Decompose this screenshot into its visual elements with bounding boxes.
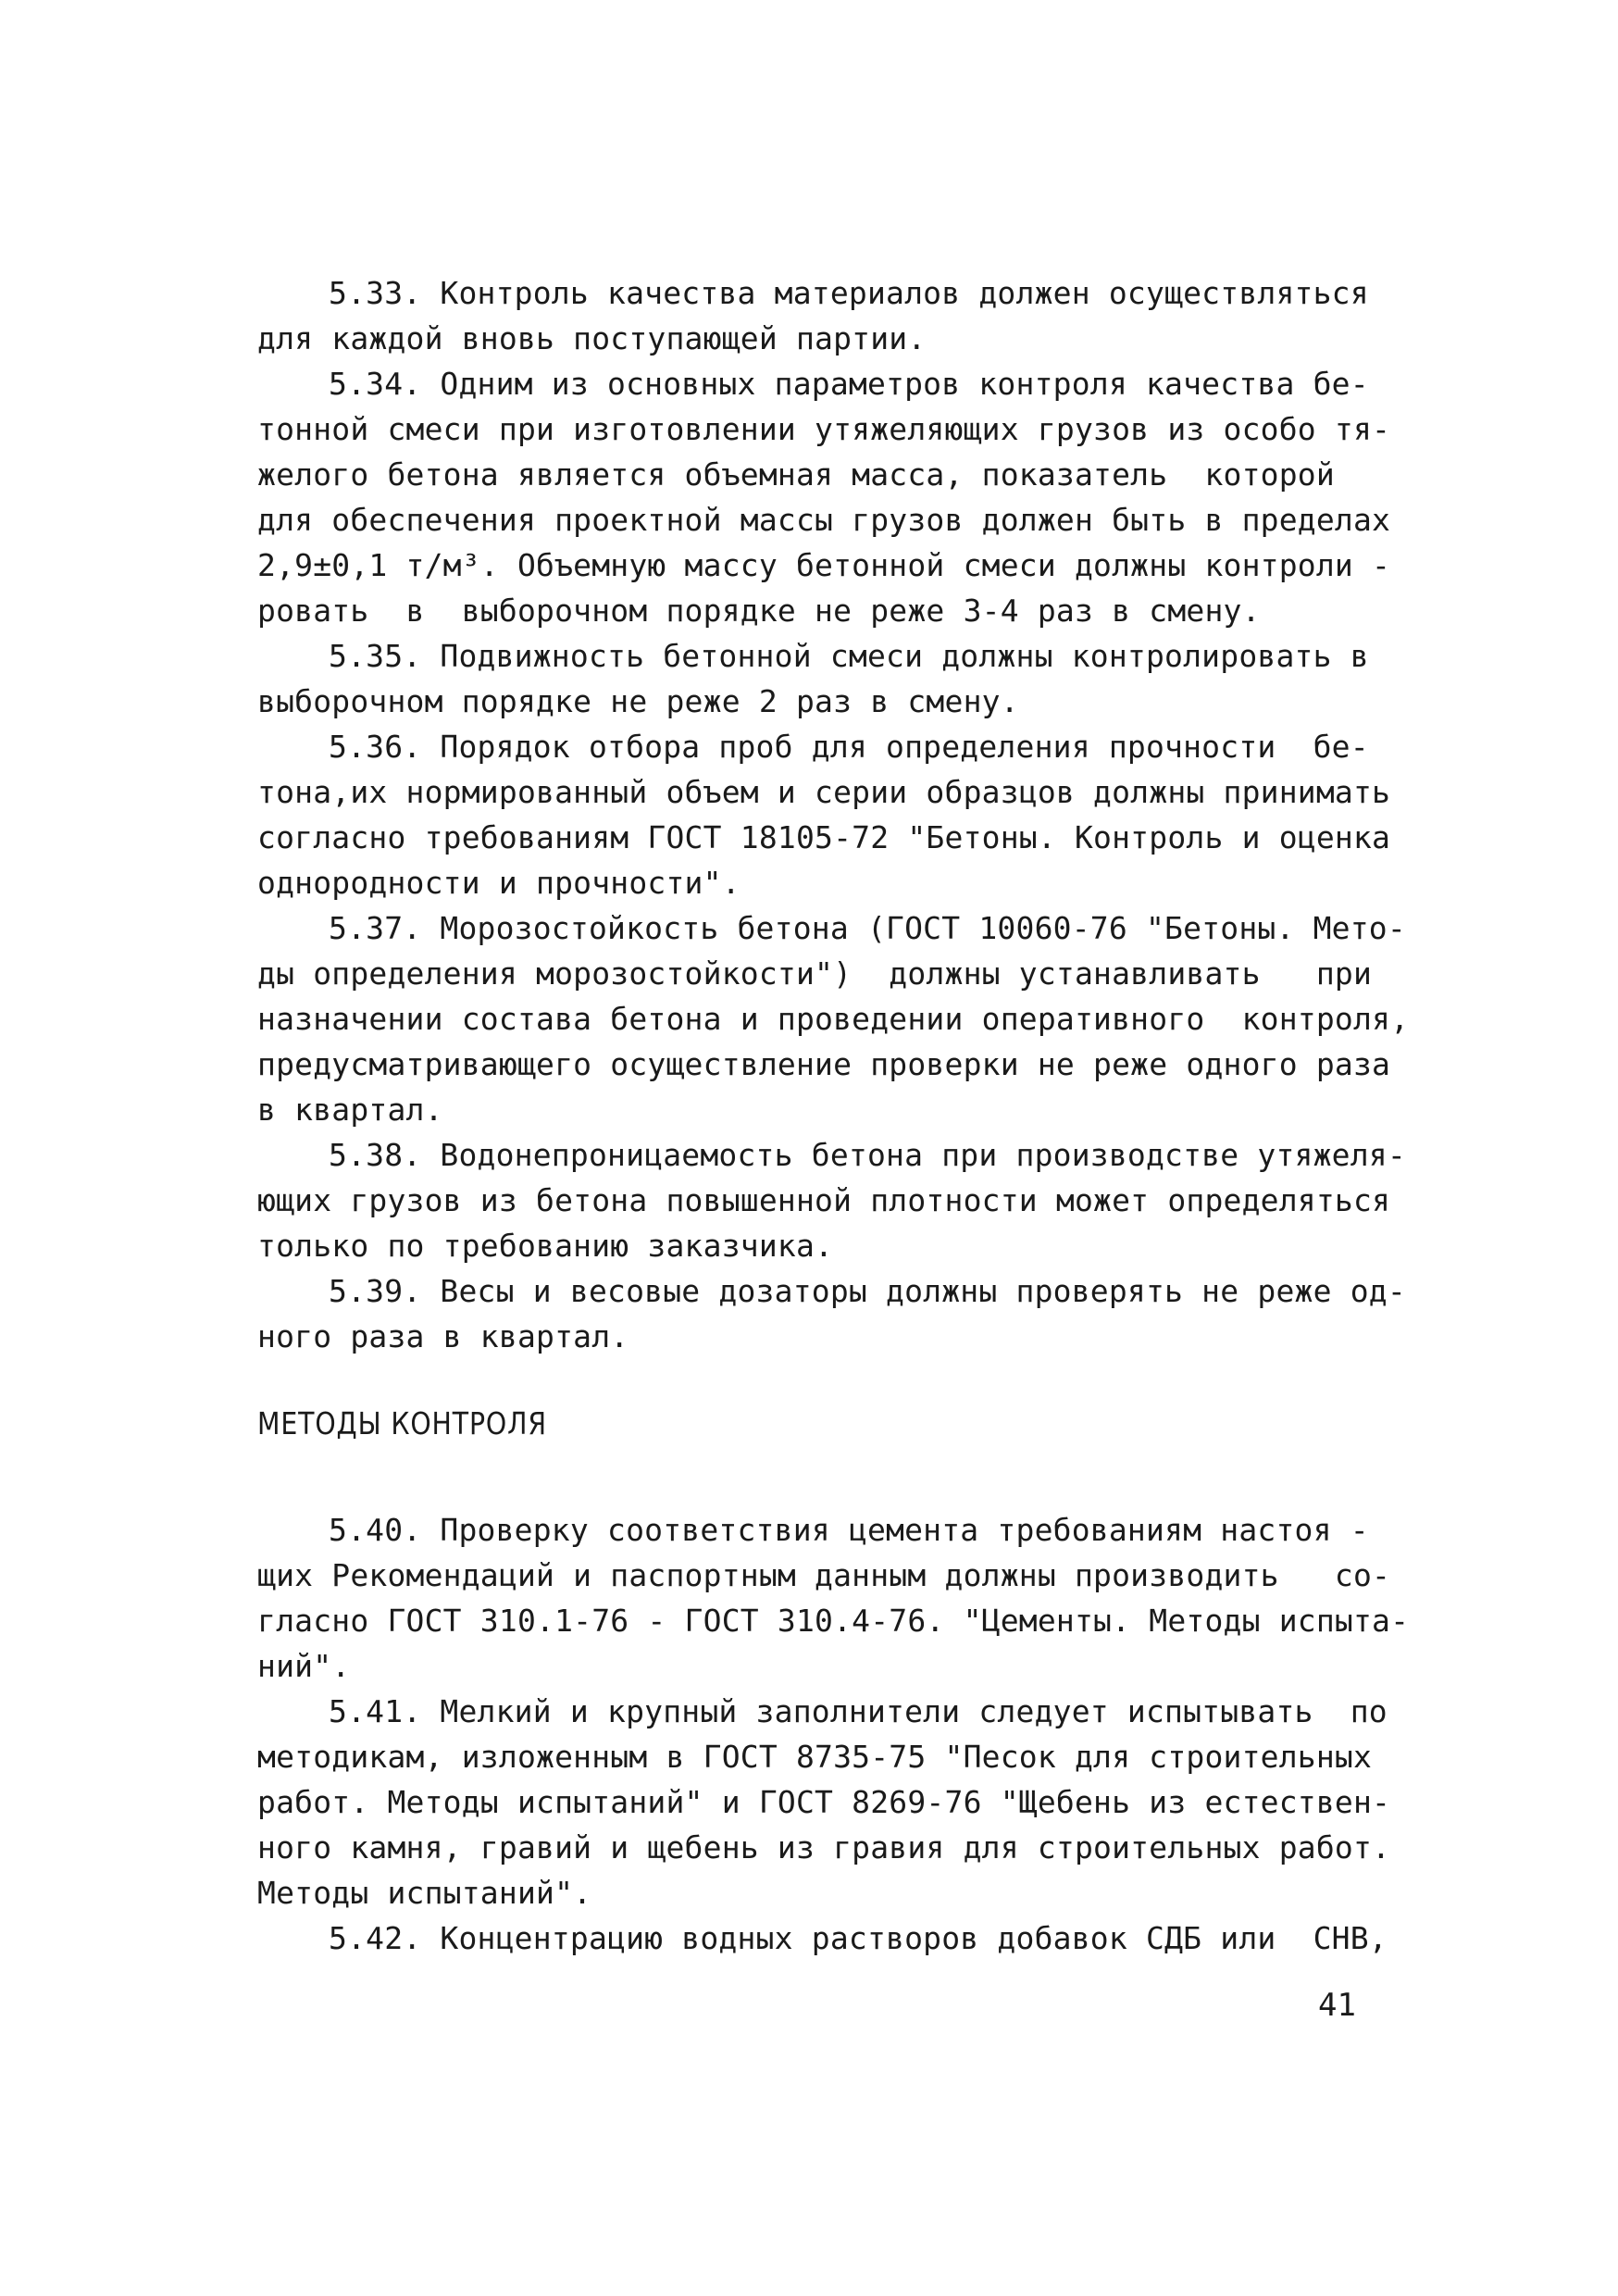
page-number: 41 — [1318, 1987, 1356, 2024]
text-line: Методы испытаний". — [257, 1875, 592, 1911]
text-line: 5.42. Концентрацию водных растворов добавок СДБ или СНВ, — [329, 1920, 1388, 1956]
text-line: 5.39. Весы и весовые дозаторы должны проверять не реже од- — [329, 1273, 1406, 1309]
text-line: ровать в выборочном порядке не реже 3-4 раз в смену. — [257, 593, 1261, 629]
text-line: 5.34. Одним из основных параметров контроля качества бе- — [329, 366, 1369, 402]
text-line: 5.37. Морозостойкость бетона (ГОСТ 10060-76 "Бетоны. Мето- — [329, 910, 1406, 946]
text-line: для обеспечения проектной массы грузов должен быть в пределах — [257, 502, 1391, 538]
text-line: 5.33. Контроль качества материалов должен осуществляться — [329, 275, 1369, 311]
text-line: 2,9±0,1 т/м³. Объемную массу бетонной смеси должны контроли - — [257, 547, 1391, 583]
text-line: ды определения морозостойкости") должны устанавливать при — [257, 955, 1373, 992]
text-line: для каждой вновь поступающей партии. — [257, 320, 927, 356]
text-line: 5.41. Мелкий и крупный заполнители следует испытывать по — [329, 1693, 1388, 1729]
text-line: 5.38. Водонепроницаемость бетона при производстве утяжеля- — [329, 1137, 1406, 1173]
text-line: только по требованию заказчика. — [257, 1228, 834, 1264]
text-line: методикам, изложенным в ГОСТ 8735-75 "Песок для строительных — [257, 1739, 1373, 1775]
text-line: гласно ГОСТ 310.1-76 - ГОСТ 310.4-76. "Цементы. Методы испыта- — [257, 1603, 1410, 1639]
text-line: однородности и прочности". — [257, 865, 741, 901]
text-line: в квартал. — [257, 1092, 443, 1128]
text-line: согласно требованиям ГОСТ 18105-72 "Бетоны. Контроль и оценка — [257, 819, 1391, 855]
text-line: тонной смеси при изготовлении утяжеляющих грузов из особо тя- — [257, 411, 1391, 447]
text-line: 5.40. Проверку соответствия цемента требованиям настоя - — [329, 1512, 1369, 1548]
text-line: желого бетона является объемная масса, показатель которой — [257, 456, 1335, 493]
text-line: тона,их нормированный объем и серии образцов должны принимать — [257, 774, 1391, 810]
text-line: ющих грузов из бетона повышенной плотности может определяться — [257, 1182, 1391, 1218]
text-line: предусматривающего осуществление проверки не реже одного раза — [257, 1046, 1391, 1082]
text-line: щих Рекомендаций и паспортным данным должны производить со- — [257, 1557, 1391, 1593]
text-line: ний". — [257, 1648, 351, 1684]
text-line: 5.35. Подвижность бетонной смеси должны контролировать в — [329, 638, 1369, 674]
text-line: ного камня, гравий и щебень из гравия для строительных работ. — [257, 1829, 1391, 1866]
text-line: назначении состава бетона и проведении оперативного контроля, — [257, 1001, 1410, 1037]
text-line: выборочном порядке не реже 2 раз в смену. — [257, 683, 1019, 719]
text-line: ного раза в квартал. — [257, 1318, 629, 1354]
text-line: 5.36. Порядок отбора проб для определения прочности бе- — [329, 729, 1369, 765]
text-line: работ. Методы испытаний" и ГОСТ 8269-76 "Щебень из естествен- — [257, 1784, 1391, 1820]
section-heading: МЕТОДЫ КОНТРОЛЯ — [257, 1405, 547, 1441]
